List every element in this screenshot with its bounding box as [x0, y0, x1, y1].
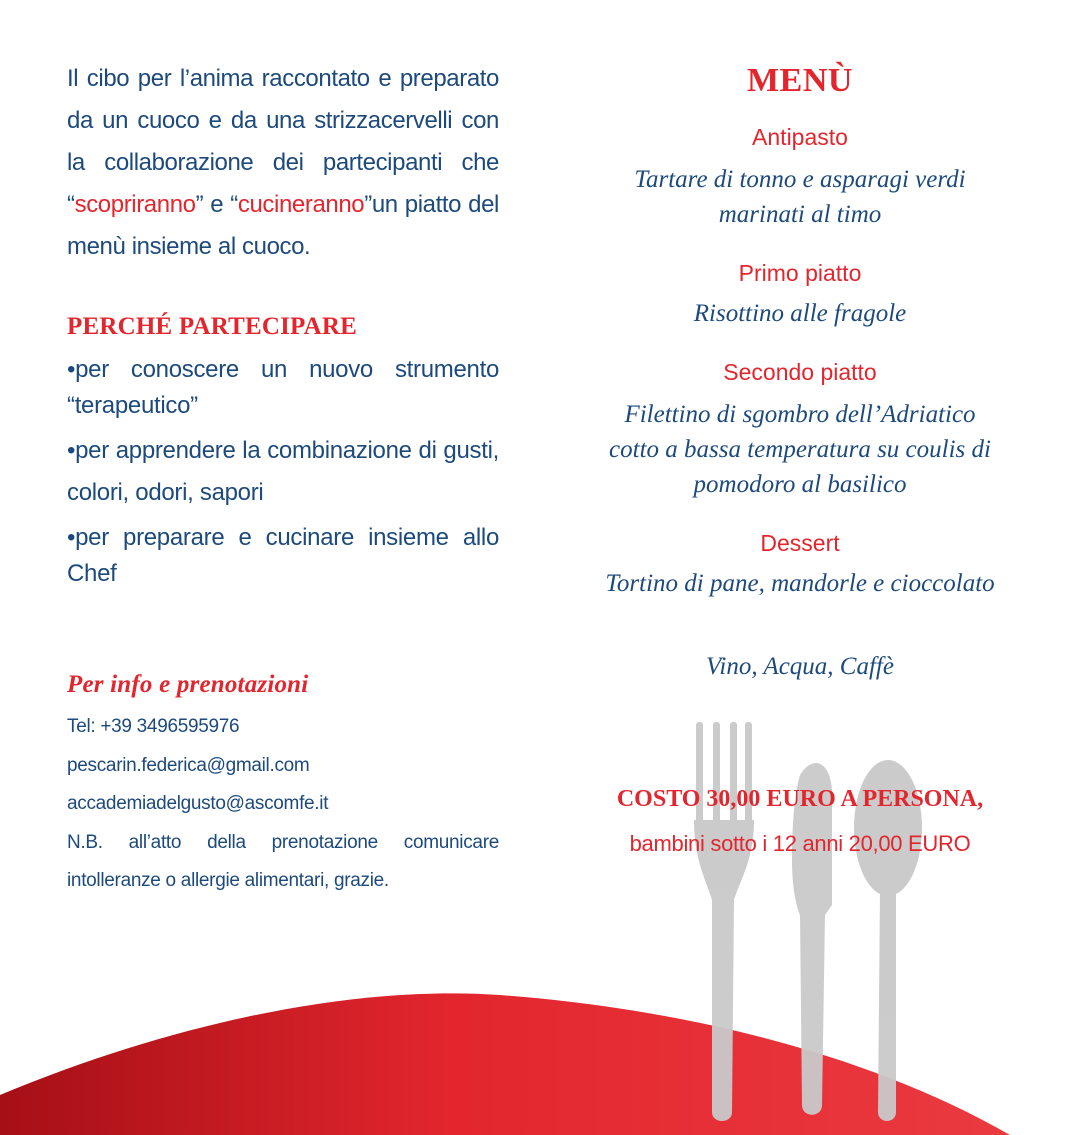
email-accademia: accademiadelgusto@ascomfe.it	[67, 793, 329, 814]
dish-dessert: Tortino di pane, mandorle e cioccolato	[605, 570, 995, 597]
course-primo: Primo piatto	[738, 260, 862, 286]
spoon-icon	[854, 760, 922, 1121]
intro-section	[67, 58, 499, 268]
bullet-icon: •	[67, 437, 76, 464]
course-secondo: Secondo piatto	[723, 359, 877, 385]
email-federica: pescarin.federica@gmail.com	[67, 754, 310, 776]
reason-item: •per preparare e cucinare insieme allo Chef	[67, 524, 499, 587]
intro-text-part2: ” e “	[195, 191, 238, 218]
intro-highlight-cucineranno: cucineranno	[237, 191, 365, 218]
intro-text-part1: Il cibo per l’anima raccontato e preparato da un cuoco e da una strizzacervelli con la collaborazione dei partecipanti che “	[67, 65, 499, 218]
reason-item: •per apprendere la combinazione di gusti, colori, odori, sapori	[67, 437, 499, 506]
drinks: Vino, Acqua, Caffè	[706, 653, 894, 680]
cost-per-person: COSTO 30,00 EURO A PERSONA,	[616, 786, 984, 812]
booking-note-line1: N.B. all’atto della prenotazione comunicare	[67, 831, 499, 853]
menu-title: MENÙ	[747, 62, 853, 99]
bullet-icon: •	[67, 356, 76, 383]
bullet-icon: •	[67, 524, 76, 551]
dish-primo: Risottino alle fragole	[693, 300, 907, 327]
dish-secondo: Filettino di sgombro dell’Adriatico cotto a bassa temperatura su coulis di pomodoro al basilico	[609, 401, 991, 498]
cost-children: bambini sotto i 12 anni 20,00 EURO	[629, 831, 971, 856]
intro-highlight-scopriranno: scopriranno	[74, 191, 196, 218]
reason-item: •per conoscere un nuovo strumento “terapeutico”	[67, 356, 499, 419]
reasons-list	[67, 352, 499, 598]
booking-note-line2: intolleranze o allergie alimentari, grazie.	[67, 870, 389, 891]
intro-paragraph	[67, 58, 499, 268]
dish-antipasto: Tartare di tonno e asparagi verdi marinati al timo	[634, 166, 966, 228]
menu-section	[560, 62, 1040, 684]
phone-number: Tel: +39 3496595976	[67, 716, 240, 737]
course-dessert: Dessert	[760, 530, 840, 556]
contact-info	[67, 708, 499, 901]
info-heading: Per info e prenotazioni	[67, 671, 309, 698]
course-antipasto: Antipasto	[752, 124, 848, 150]
perche-partecipare-heading: PERCHÉ PARTECIPARE	[67, 313, 358, 340]
intro-text-part3: ”un piatto del menù insieme al cuoco.	[67, 191, 499, 260]
